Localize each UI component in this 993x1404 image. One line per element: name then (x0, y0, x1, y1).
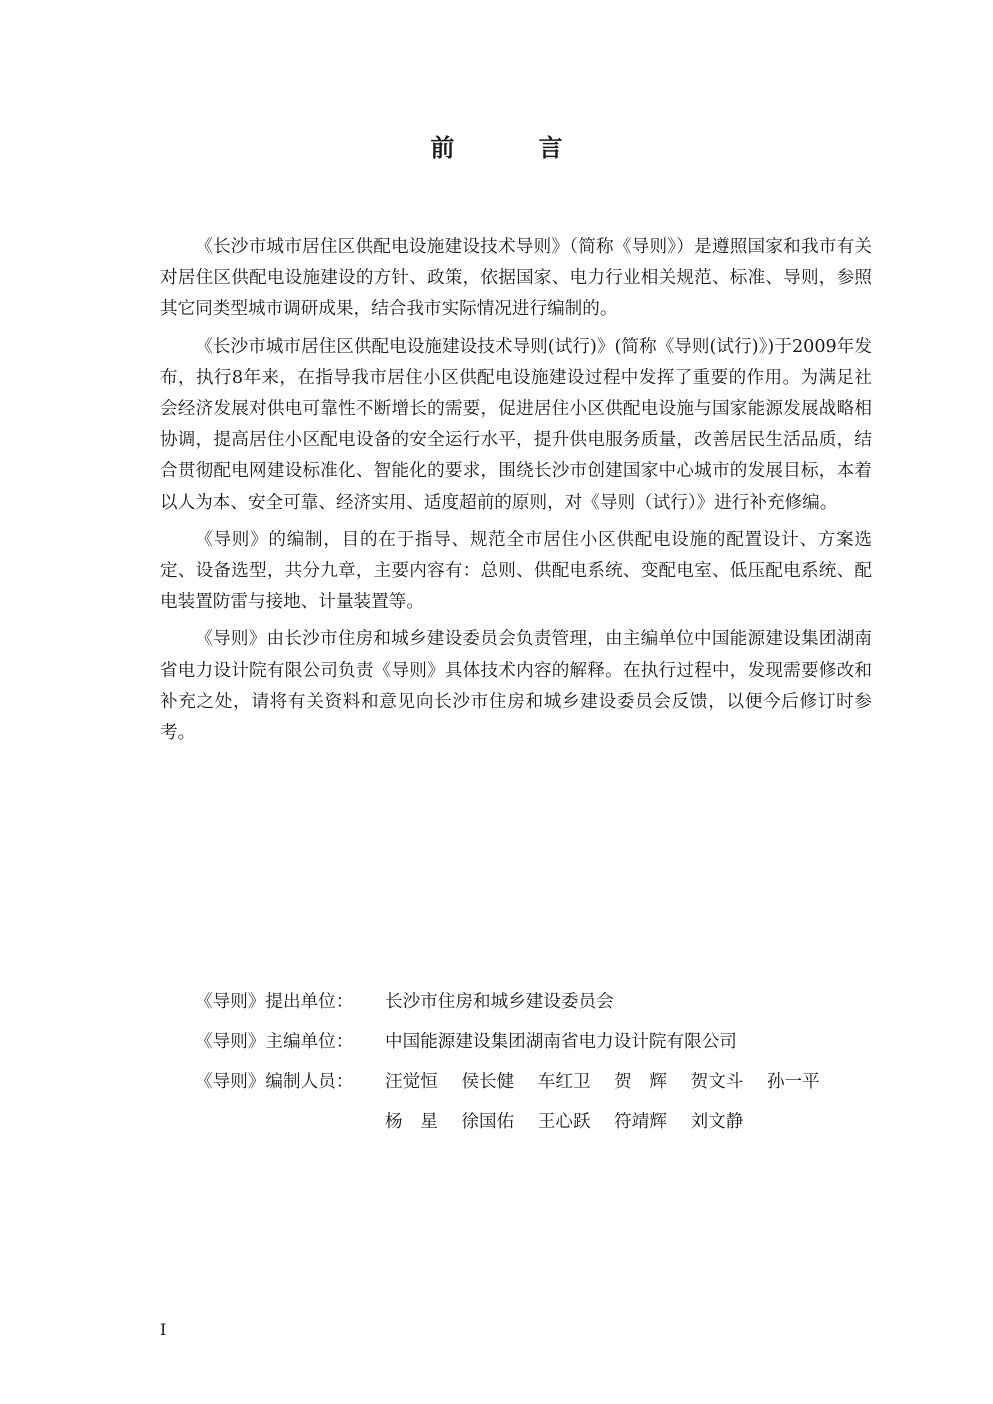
staff-member: 车红卫 (537, 1072, 591, 1092)
staff-member: 符靖辉 (614, 1112, 667, 1132)
proposer-label: 《导则》提出单位： (195, 992, 354, 1012)
staff-label: 《导则》编制人员： (195, 1072, 354, 1092)
staff-row-2 (195, 1102, 838, 1142)
staff-members-2 (385, 1105, 761, 1139)
proposer-value: 长沙市住房和城乡建设委员会 (385, 992, 614, 1012)
staff-member: 王心跃 (537, 1112, 591, 1132)
paragraph-1: 《长沙市城市居住区供配电设施建设技术导则》（简称《导则》）是遵照国家和我市有关对居住区供配电设施建设的方针、政策，依据国家、电力行业相关规范、标准、导则，参照其它同类型城市调研成果，结合我市实际情况进行编制的。 (160, 237, 872, 320)
staff-member: 侯长健 (461, 1072, 515, 1092)
page-number: I (160, 1320, 167, 1339)
staff-member: 徐国佑 (461, 1112, 515, 1132)
staff-member: 杨 星 (385, 1112, 438, 1132)
preface-body (160, 232, 872, 755)
staff-row-1 (195, 1062, 838, 1102)
editor-value: 中国能源建设集团湖南省电力设计院有限公司 (385, 1032, 737, 1052)
staff-members-1 (385, 1065, 838, 1099)
staff-member: 贺文斗 (690, 1072, 744, 1092)
staff-member: 汪觉恒 (385, 1072, 438, 1092)
paragraph-2: 《长沙市城市居住区供配电设施建设技术导则(试行)》(简称《导则(试行)》)于2009年发布，执行8年来，在指导我市居住小区供配电设施建设过程中发挥了重要的作用。为满足社会经济发展对供电可靠性不断增长的需要，促进居住小区供配电设施与国家能源发展战略相协调，提高居住小区配电设备的安全运行水平，提升供电服务质量，改善居民生活品质，结合贯彻配电网建设标准化、智能化的要求，围绕长沙市创建国家中心城市的发展目标，本着以人为本、安全可靠、经济实用、适度超前的原则，对《导则（试行）》进行补充修编。 (160, 336, 872, 513)
paragraph-4: 《导则》由长沙市住房和城乡建设委员会负责管理，由主编单位中国能源建设集团湖南省电力设计院有限公司负责《导则》具体技术内容的解释。在执行过程中，发现需要修改和补充之处，请将有关资料和意见向长沙市住房和城乡建设委员会反馈，以便今后修订时参考。 (160, 629, 872, 744)
page-title: 前 言 (430, 133, 593, 162)
staff-member: 刘文静 (690, 1112, 744, 1132)
staff-member: 贺 辉 (614, 1072, 667, 1092)
paragraph-3: 《导则》的编制，目的在于指导、规范全市居住小区供配电设施的配置设计、方案选定、设备选型，共分九章，主要内容有：总则、供配电系统、变配电室、低压配电系统、配电装置防雷与接地、计量装置等。 (160, 529, 872, 613)
editor-row (195, 1022, 838, 1062)
staff-member: 孙一平 (766, 1072, 820, 1092)
editor-label: 《导则》主编单位： (195, 1032, 354, 1052)
proposer-row (195, 982, 838, 1022)
credits-block (195, 982, 838, 1142)
